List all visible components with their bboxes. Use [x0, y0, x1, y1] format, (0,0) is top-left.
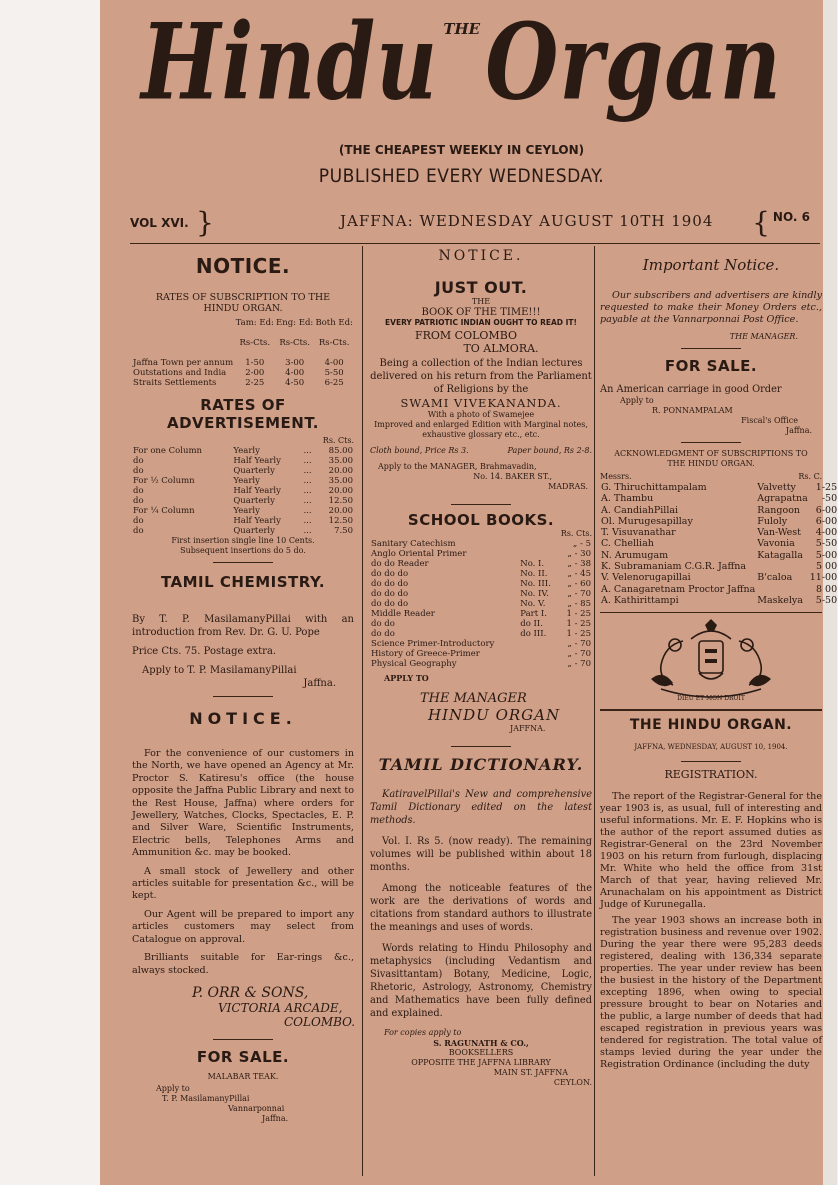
carriage-office: Fiscal's Office [741, 416, 798, 425]
cell: 85.00 [328, 446, 353, 456]
cell: do do do [371, 589, 409, 599]
cell: Maskelya [757, 594, 803, 606]
cell: K. Subramaniam C.G.R. Jaffna [601, 561, 746, 573]
cell: Quarterly [233, 466, 275, 476]
cell: No. V. [520, 599, 546, 609]
cell: 5-00 [815, 549, 838, 561]
cell: Physical Geography [371, 659, 457, 669]
cell: G. Thiruchittampalam [601, 482, 707, 493]
table-row [132, 516, 354, 526]
cell: do [133, 496, 144, 506]
table-row [600, 505, 838, 516]
table-row [370, 659, 592, 669]
to-almora: TO ALMORA. [463, 342, 539, 355]
advertisement-unit: Rs. Cts. [322, 436, 354, 445]
cell: do [133, 516, 144, 526]
apply-manager: Apply to the MANAGER, Brahmavadin, [378, 462, 537, 471]
cell: ... [303, 516, 312, 526]
cell: Ol. Murugesapillay [601, 515, 693, 527]
table-row [600, 527, 838, 538]
cell: ... [303, 446, 312, 456]
cell: Yearly [233, 476, 260, 486]
acknowledgment-head-row [600, 472, 822, 482]
subscription-unit: Rs-Cts. [318, 338, 350, 348]
table-row [370, 629, 592, 639]
cell: ... [303, 496, 312, 506]
for-sale-apply: Apply to [156, 1083, 190, 1093]
dateline-rule [130, 243, 820, 244]
subscription-col-head: Both Ed: [315, 318, 353, 328]
table-row [132, 378, 354, 388]
cell: No. III. [520, 579, 551, 589]
table-row [600, 493, 838, 504]
registration-p1: The report of the Registrar-General for the year 1903 is, as usual, full of interesting and useful informations. Mr. E. F. Hopkins who is the author of the report assumed duties as Registrar-General on the 23rd November 1903 on his return from furlough, displacing Mr. White who held the office from 31st March of that year, having relieved Mr. Arunachalam on his appointment as District Judge of Kurunegalla. [600, 791, 822, 911]
the-label: THE [471, 297, 491, 306]
cell: Half Yearly [233, 486, 281, 496]
table-row [370, 579, 592, 589]
cell: ... [303, 476, 312, 486]
important-notice-sign: THE MANAGER. [729, 332, 798, 341]
cell: Quarterly [233, 496, 275, 506]
every-patriotic: EVERY PATRIOTIC INDIAN OUGHT TO READ IT! [385, 318, 577, 327]
price-line [370, 446, 592, 456]
cell: B'caloa [757, 572, 793, 584]
divider [213, 696, 273, 697]
brace-right: { [752, 206, 770, 239]
copies-apply: For copies apply to [384, 1028, 462, 1037]
cell: „ - 45 [567, 569, 591, 579]
swami-name: SWAMI VIVEKANANDA. [400, 396, 562, 410]
table-row [370, 649, 592, 659]
cell [756, 561, 809, 572]
cell: C. Chelliah [601, 538, 654, 550]
registration-p2: The year 1903 shows an increase both in registration business and revenue over 1902. During the year there were 95,283 deeds registered, dealing with 136,334 separate properties. The year under review has been the busiest in the history of the Department excepting 1896, when owing to special pressure brought to bear on Notaries and the public, a large number of deeds that had escaped registration in previous years was tendered for registration. The total value of stamps levied during the year under the Registration Ordinance (including the duty [600, 915, 822, 1071]
cell: T. Visuvanathar [601, 527, 676, 539]
table-row [370, 559, 592, 569]
cell: Science Primer-Introductory [371, 639, 495, 649]
cell: 1-50 [245, 358, 265, 368]
messrs-label: Messrs. [600, 472, 632, 481]
hindu-organ-heading: THE HINDU ORGAN. [629, 717, 793, 734]
cell: 1 - 25 [566, 619, 591, 629]
notice-heading-2: NOTICE. [189, 709, 297, 728]
cell: do [133, 456, 144, 466]
cell: No. I. [520, 559, 545, 569]
cell: 2-00 [245, 368, 265, 378]
masthead-title-right: Organ [485, 0, 782, 124]
divider [600, 709, 822, 711]
masthead [100, 0, 823, 124]
table-row [132, 456, 354, 466]
table-row [370, 639, 592, 649]
cell: ... [303, 526, 312, 536]
cell: do [133, 486, 144, 496]
cell: „ - 85 [567, 599, 591, 609]
cell: For ½ Column [133, 476, 195, 486]
cell: 2-25 [245, 378, 265, 388]
cell: do do [371, 629, 395, 639]
jaffna-sign: JAFFNA. [510, 724, 546, 733]
cell [519, 639, 558, 649]
column-divider-2 [594, 246, 595, 1176]
masthead-the: THE [443, 20, 481, 38]
cell: 11-00 [809, 572, 838, 584]
school-books-heading: SCHOOL BOOKS. [407, 511, 555, 529]
cell: do II. [520, 619, 543, 629]
agency-notice-p3: Our Agent will be prepared to import any articles customers may select from Catalogue on approval. [132, 908, 354, 945]
notice-heading-col2: NOTICE. [438, 248, 524, 264]
cell: Anglo Oriental Primer [371, 549, 467, 559]
column-2 [370, 246, 592, 1088]
dictionary-p4: Words relating to Hindu Philosophy and metaphysics (including Vedantism and Sivasittantam) Botany, Medicine, Logic, Rhetoric, Astrology, Astronomy, Chemistry and Mathematics have been fully defined and explained. [370, 943, 592, 1019]
cell [519, 649, 558, 659]
orr-city: COLOMBO. [284, 1014, 356, 1029]
cell: ... [303, 506, 312, 516]
cell [519, 539, 558, 549]
column-1 [132, 246, 354, 1124]
for-sale-item: MALABAR TEAK. [207, 1071, 279, 1081]
column-divider-1 [362, 246, 363, 1176]
ceylon-label: CEYLON. [553, 1078, 592, 1087]
cell: N. Arumugam [601, 549, 669, 561]
cell: 4-00 [815, 527, 838, 539]
cell: Middle Reader [371, 609, 435, 619]
cell: ... [303, 486, 312, 496]
orr-name: P. ORR & SONS, [192, 984, 309, 1001]
issue-number: NO. 6 [772, 210, 810, 224]
cell: „ - 70 [567, 649, 591, 659]
cell: 6-00 [815, 504, 838, 516]
date-place: JAFFNA: WEDNESDAY AUGUST 10TH 1904 [340, 212, 714, 230]
crest-motto: DIEU ET MON DROIT [677, 695, 745, 703]
cell: 4-00 [324, 358, 344, 368]
subscription-unit: Rs-Cts. [279, 338, 310, 348]
lectures-description: Being a collection of the Indian lectures delivered on his return from the Parliament of Religions by the [370, 358, 592, 395]
divider [681, 442, 741, 443]
tamil-chemistry-place: Jaffna. [303, 678, 336, 689]
table-row [600, 550, 838, 561]
for-sale-heading-col3: FOR SALE. [664, 357, 758, 375]
table-row [370, 589, 592, 599]
agency-notice-p2: A small stock of Jewellery and other articles suitable for presentation &c., will be kept. [132, 865, 354, 902]
important-notice-text: Our subscribers and advertisers are kindly requested to make their Money Orders etc., payable at the Vannarponnai Post Office. [600, 290, 822, 325]
agency-notice-p4: Brilliants suitable for Ear-rings &c., always stocked. [132, 952, 354, 976]
edition-note: Improved and enlarged Edition with Marginal notes, exhaustive glossary etc., etc. [374, 420, 588, 439]
cell: 5-50 [815, 538, 838, 550]
cell: A. CandiahPillai [601, 504, 679, 516]
table-row [600, 572, 838, 583]
cell: do do do [371, 579, 409, 589]
cell: 20.00 [328, 506, 353, 516]
seller-name: S. RAGUNATH & CO., [433, 1038, 529, 1048]
brace-left: } [196, 206, 214, 239]
cell: -50 [821, 493, 838, 505]
table-row [132, 496, 354, 506]
dateline [130, 204, 810, 242]
cell: For one Column [133, 446, 202, 456]
cell: 4-00 [285, 368, 305, 378]
cell: 35.00 [328, 476, 353, 486]
table-row [600, 584, 838, 595]
subscription-unit: Rs-Cts. [239, 338, 271, 348]
cell: A. Canagaretnam Proctor Jaffna [601, 583, 756, 595]
cell: Van-West [757, 527, 802, 539]
divider [681, 348, 741, 349]
cell: do [133, 466, 144, 476]
table-row [370, 609, 592, 619]
cell: do III. [520, 629, 547, 639]
divider [213, 1039, 273, 1040]
cell: No. II. [520, 569, 548, 579]
tamil-dictionary-heading: TAMIL DICTIONARY. [378, 755, 584, 774]
cell: Sanitary Catechism [371, 539, 456, 549]
cell [756, 584, 809, 595]
table-row [370, 619, 592, 629]
subscription-col-head: Tam: Ed: [235, 318, 274, 328]
divider [451, 504, 511, 505]
row-label: Outstations and India [133, 368, 227, 378]
cell: 6-25 [324, 378, 344, 388]
advertisement-rates-heading: RATES OF ADVERTISEMENT. [166, 396, 320, 432]
cell: „ - 60 [567, 579, 591, 589]
registration-heading: REGISTRATION. [664, 768, 758, 782]
royal-coat-of-arms-icon [621, 619, 801, 705]
madras-address: No. 14. BAKER ST., [473, 472, 552, 481]
cell: Half Yearly [233, 456, 281, 466]
divider [681, 761, 741, 762]
cell: 20.00 [328, 466, 353, 476]
cell: Yearly [233, 506, 260, 516]
cell: 5 00 [815, 561, 838, 573]
acknowledgment-heading: ACKNOWLEDGMENT OF SUBSCRIPTIONS TO THE HINDU ORGAN. [614, 449, 808, 468]
cell [519, 549, 558, 559]
cell: 1 - 25 [566, 609, 591, 619]
divider [451, 746, 511, 747]
masthead-published: PUBLISHED EVERY WEDNESDAY. [318, 165, 605, 187]
cell: „ - 70 [567, 639, 591, 649]
divider [213, 562, 273, 563]
cell: 5-50 [815, 594, 838, 606]
dictionary-p3: Among the noticeable features of the work are the derivations of words and citations from standard authors to illustrate the meanings and uses of words. [370, 883, 592, 933]
table-row [132, 466, 354, 476]
table-row [132, 446, 354, 456]
important-notice-heading: Important Notice. [642, 256, 780, 274]
orr-address: VICTORIA ARCADE, [218, 1000, 343, 1015]
table-row [600, 482, 838, 493]
the-manager: THE MANAGER [420, 691, 527, 706]
table-row [600, 538, 838, 549]
cell: „ - 5 [572, 539, 591, 549]
carriage-name: R. PONNAMPALAM [652, 406, 733, 415]
carriage-city: Jaffna. [785, 426, 812, 435]
subsequent-insertions: Subsequent insertions do 5 do. [180, 546, 306, 555]
cloth-price: Cloth bound, Price Rs 3. [370, 446, 469, 455]
just-out-heading: JUST OUT. [434, 278, 528, 297]
table-row [370, 549, 592, 559]
cell: 1-25 [815, 482, 838, 493]
first-insertion: First insertion single line 10 Cents. [171, 536, 315, 545]
cell: do do do [371, 569, 409, 579]
cell [519, 659, 558, 669]
for-sale-city: Jaffna. [262, 1113, 289, 1123]
school-books-table [370, 539, 592, 669]
cell: 5-50 [324, 368, 344, 378]
from-colombo: FROM COLOMBO [414, 329, 518, 342]
cell: Vavonia [757, 538, 795, 550]
cell: 3-00 [285, 358, 305, 368]
cell: A. Thambu [601, 493, 654, 505]
cell: Quarterly [233, 526, 275, 536]
row-label: Jaffna Town per annum [133, 358, 234, 368]
cell: V. Velenorugapillai [601, 572, 691, 584]
cell: 12.50 [328, 496, 353, 506]
cell: Katagalla [757, 549, 803, 561]
for-sale-name: T. P. MasilamanyPillai [162, 1093, 250, 1103]
cell: 8 00 [815, 583, 838, 595]
tamil-chemistry-text: By T. P. MasilamanyPillai with an introduction from Rev. Dr. G. U. Pope [132, 614, 354, 638]
cell: Half Yearly [233, 516, 281, 526]
cell: Agrapatna [757, 493, 808, 505]
table-row [132, 506, 354, 516]
cell: Valvetty [757, 482, 796, 493]
cell: 1 - 25 [566, 629, 591, 639]
dictionary-p1: KatiravelPillai's New and comprehensive Tamil Dictionary edited on the latest methods. [370, 789, 592, 826]
cell: „ - 70 [567, 659, 591, 669]
acknowledgment-table [600, 482, 838, 606]
cell: History of Greece-Primer [371, 649, 480, 659]
cell: „ - 38 [567, 559, 591, 569]
notice-heading: NOTICE. [195, 254, 291, 278]
table-row [370, 569, 592, 579]
table-row [132, 526, 354, 536]
cell: do do Reader [371, 559, 429, 569]
cell: A. Kathirittampi [601, 594, 679, 606]
madras-city: MADRAS. [548, 482, 588, 491]
opposite-library: OPPOSITE THE JAFFNA LIBRARY [411, 1058, 551, 1067]
subscription-rates-heading: RATES OF SUBSCRIPTION TO THE HINDU ORGAN. [155, 292, 331, 314]
table-row [600, 595, 838, 606]
advertisement-table [132, 446, 354, 536]
volume-label: VOL XVI. [130, 216, 189, 230]
cell: 6-00 [815, 515, 838, 527]
subscription-col-head: Eng: Ed: [276, 318, 314, 328]
cell: Fuloly [757, 515, 788, 527]
cell: Part I. [520, 609, 547, 619]
for-sale-heading: FOR SALE. [196, 1047, 290, 1066]
cell: 12.50 [328, 516, 353, 526]
table-row [132, 358, 354, 368]
school-books-unit: Rs. Cts. [560, 529, 592, 538]
acknowledgment-unit: Rs. C. [798, 472, 822, 481]
table-row [600, 516, 838, 527]
cell: 4-50 [285, 378, 305, 388]
masthead-tagline: (THE CHEAPEST WEEKLY IN CEYLON) [338, 143, 585, 157]
apply-to: APPLY TO [384, 673, 429, 683]
cell: 35.00 [328, 456, 353, 466]
photo-note: With a photo of Swamejee [427, 410, 535, 419]
editorial-date: JAFFNA, WEDNESDAY, AUGUST 10, 1904. [634, 743, 788, 752]
for-sale-address: Vannarponnai [228, 1103, 285, 1113]
hindu-organ-sign: HINDU ORGAN [428, 706, 561, 724]
cell: Rangoon [757, 504, 801, 516]
tamil-chemistry-apply: Apply to T. P. MasilamanyPillai [142, 665, 297, 676]
newspaper-page [100, 0, 838, 1185]
subscription-table [132, 318, 354, 388]
table-row [132, 368, 354, 378]
column-3 [600, 246, 838, 1071]
cell: Yearly [233, 446, 260, 456]
paper-price: Paper bound, Rs 2-8. [507, 446, 592, 455]
cell: ... [303, 466, 312, 476]
booksellers-label: BOOKSELLERS [448, 1048, 514, 1057]
row-label: Straits Settlements [133, 378, 217, 388]
table-row [600, 561, 838, 572]
table-row [132, 486, 354, 496]
cell: 7.50 [334, 526, 353, 536]
cell: do [133, 526, 144, 536]
carriage-apply: Apply to [620, 396, 654, 405]
agency-notice-p1: For the convenience of our customers in the North, we have opened an Agency at Mr. Proctor S. Katiresu's office (the house opposite the Jaffna Public Library and next to the Rest House, Jaffna) where orders for Jewellery, Watches, Clocks, Spectacles, E. P. and Silver Ware, Scientific Instruments, Electric bells, Telephones Arms and Ammunition &c. may be booked. [132, 748, 354, 859]
main-street: MAIN ST. JAFFNA [493, 1068, 568, 1077]
cell: do do do [371, 599, 409, 609]
tamil-chemistry-price: Price Cts. 75. Postage extra. [132, 646, 277, 657]
cell: „ - 70 [567, 589, 591, 599]
divider [600, 612, 822, 613]
table-row [370, 599, 592, 609]
table-row [132, 476, 354, 486]
cell: „ - 30 [567, 549, 591, 559]
cell: 20.00 [328, 486, 353, 496]
cell: No. IV. [520, 589, 549, 599]
cell: For ¼ Column [133, 506, 195, 516]
carriage-text: An American carriage in good Order [600, 384, 782, 395]
cell: ... [303, 456, 312, 466]
tamil-chemistry-heading: TAMIL CHEMISTRY. [160, 573, 326, 591]
dictionary-p2: Vol. I. Rs 5. (now ready). The remaining volumes will be published within about 18 months. [370, 836, 592, 873]
masthead-title-left: Hindu [141, 0, 439, 124]
table-row [370, 539, 592, 549]
book-of-time: BOOK OF THE TIME!!! [421, 307, 541, 318]
cell: do do [371, 619, 395, 629]
